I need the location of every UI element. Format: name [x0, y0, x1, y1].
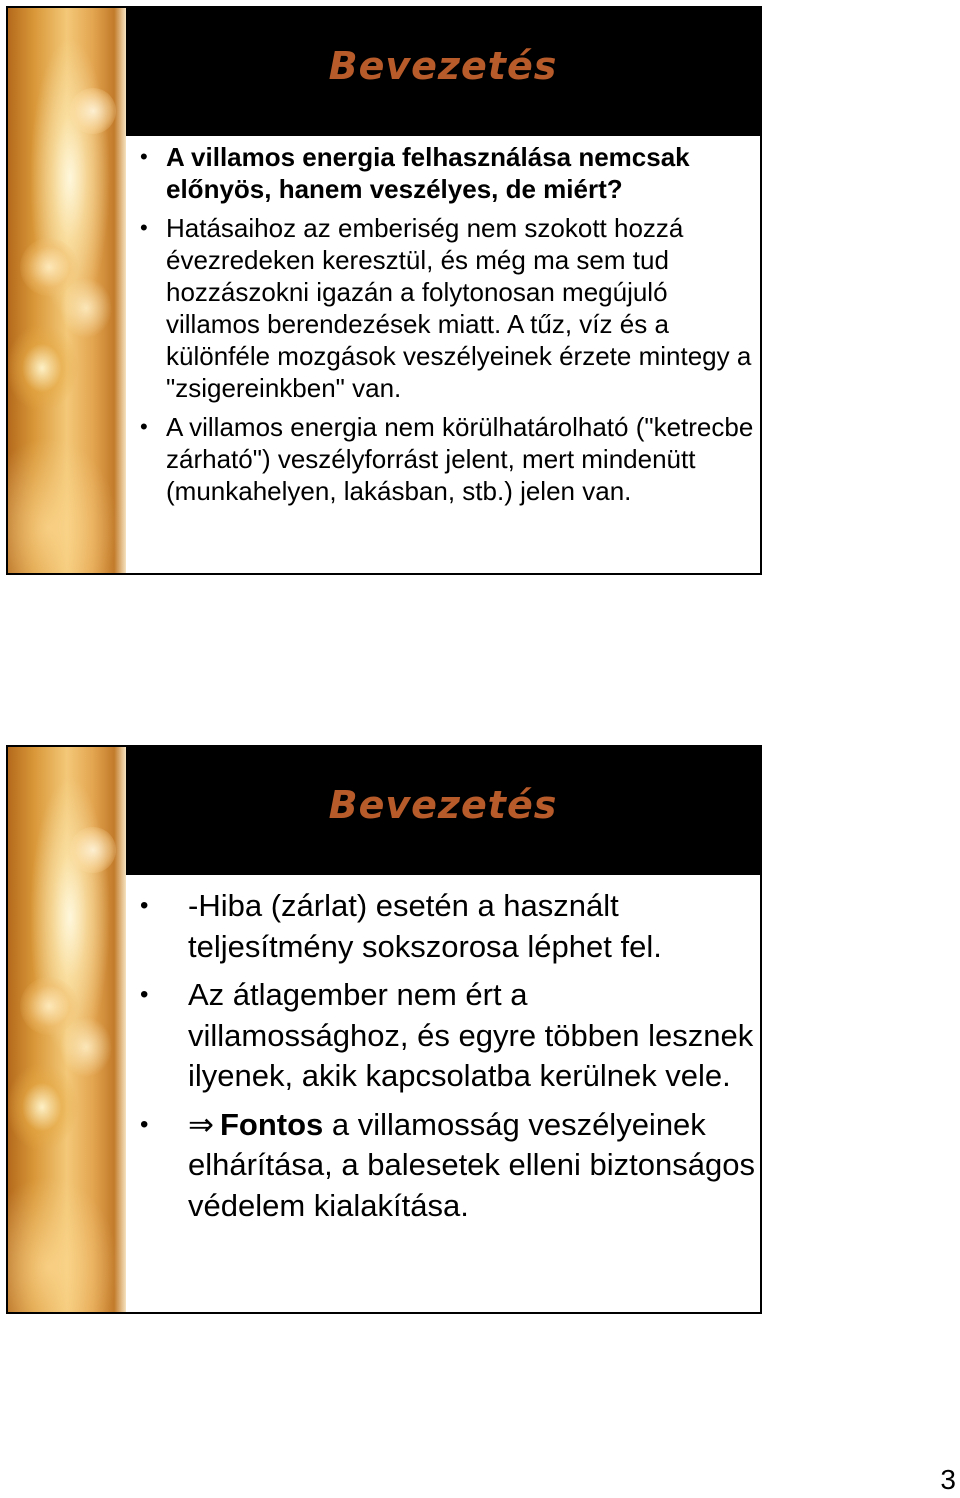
bullet-text: A villamos energia felhasználása nemcsak előnyös, hanem veszélyes, de miért? — [166, 142, 690, 204]
bullet-icon: • — [140, 215, 148, 240]
slide-title: Bevezetés — [328, 44, 558, 88]
bullet-text-rest: a villamosság veszélyeinek elhárítása, a balesetek elleni biztonságos védelem kialakítása. — [188, 1106, 755, 1223]
bullet-icon: • — [140, 1110, 149, 1138]
title-bar — [126, 747, 760, 875]
bullet-icon: • — [140, 892, 149, 919]
bullet-item — [136, 886, 756, 967]
bullet-text: A villamos energia nem körülhatárolható ("ketrecbe zárható") veszélyforrást jelent, mert mindenütt (munkahelyen, lakásban, stb.) jelen van. — [166, 412, 754, 506]
bullet-text — [188, 1105, 756, 1227]
page-number: 3 — [940, 1464, 956, 1495]
bullet-item — [136, 411, 756, 507]
slide-2 — [6, 745, 762, 1314]
bullet-item — [136, 1105, 756, 1227]
slide-title: Bevezetés — [328, 783, 558, 827]
bullet-icon: • — [140, 414, 148, 439]
bullet-list — [136, 880, 756, 1234]
bullet-item — [136, 212, 756, 404]
title-bar — [126, 8, 760, 136]
decorative-side-image — [8, 747, 126, 1312]
slide-1 — [6, 6, 762, 575]
bullet-text: Az átlagember nem ért a villamossághoz, és egyre többen lesznek ilyenek, akik kapcsolatba kerülnek vele. — [188, 977, 754, 1093]
bullet-text: -Hiba (zárlat) esetén a használt teljesítmény sokszorosa léphet fel. — [188, 888, 662, 964]
emphasis-text: Fontos — [219, 1106, 324, 1142]
bullet-item — [136, 141, 756, 205]
decorative-side-image — [8, 8, 126, 573]
bullet-icon: • — [140, 981, 149, 1008]
bullet-text: Hatásaihoz az emberiség nem szokott hozzá évezredeken keresztül, és még ma sem tud hozzászokni igazán a folytonosan megújuló villamos berendezések miatt. A tűz, víz és a különféle mozgások veszélyeinek érzete mintegy a "zsigereinkben" van. — [166, 213, 752, 403]
implies-arrow-icon: ⇒ — [188, 1106, 214, 1142]
bullet-list — [136, 141, 756, 514]
bullet-item — [136, 975, 756, 1097]
bullet-icon: • — [140, 144, 148, 169]
